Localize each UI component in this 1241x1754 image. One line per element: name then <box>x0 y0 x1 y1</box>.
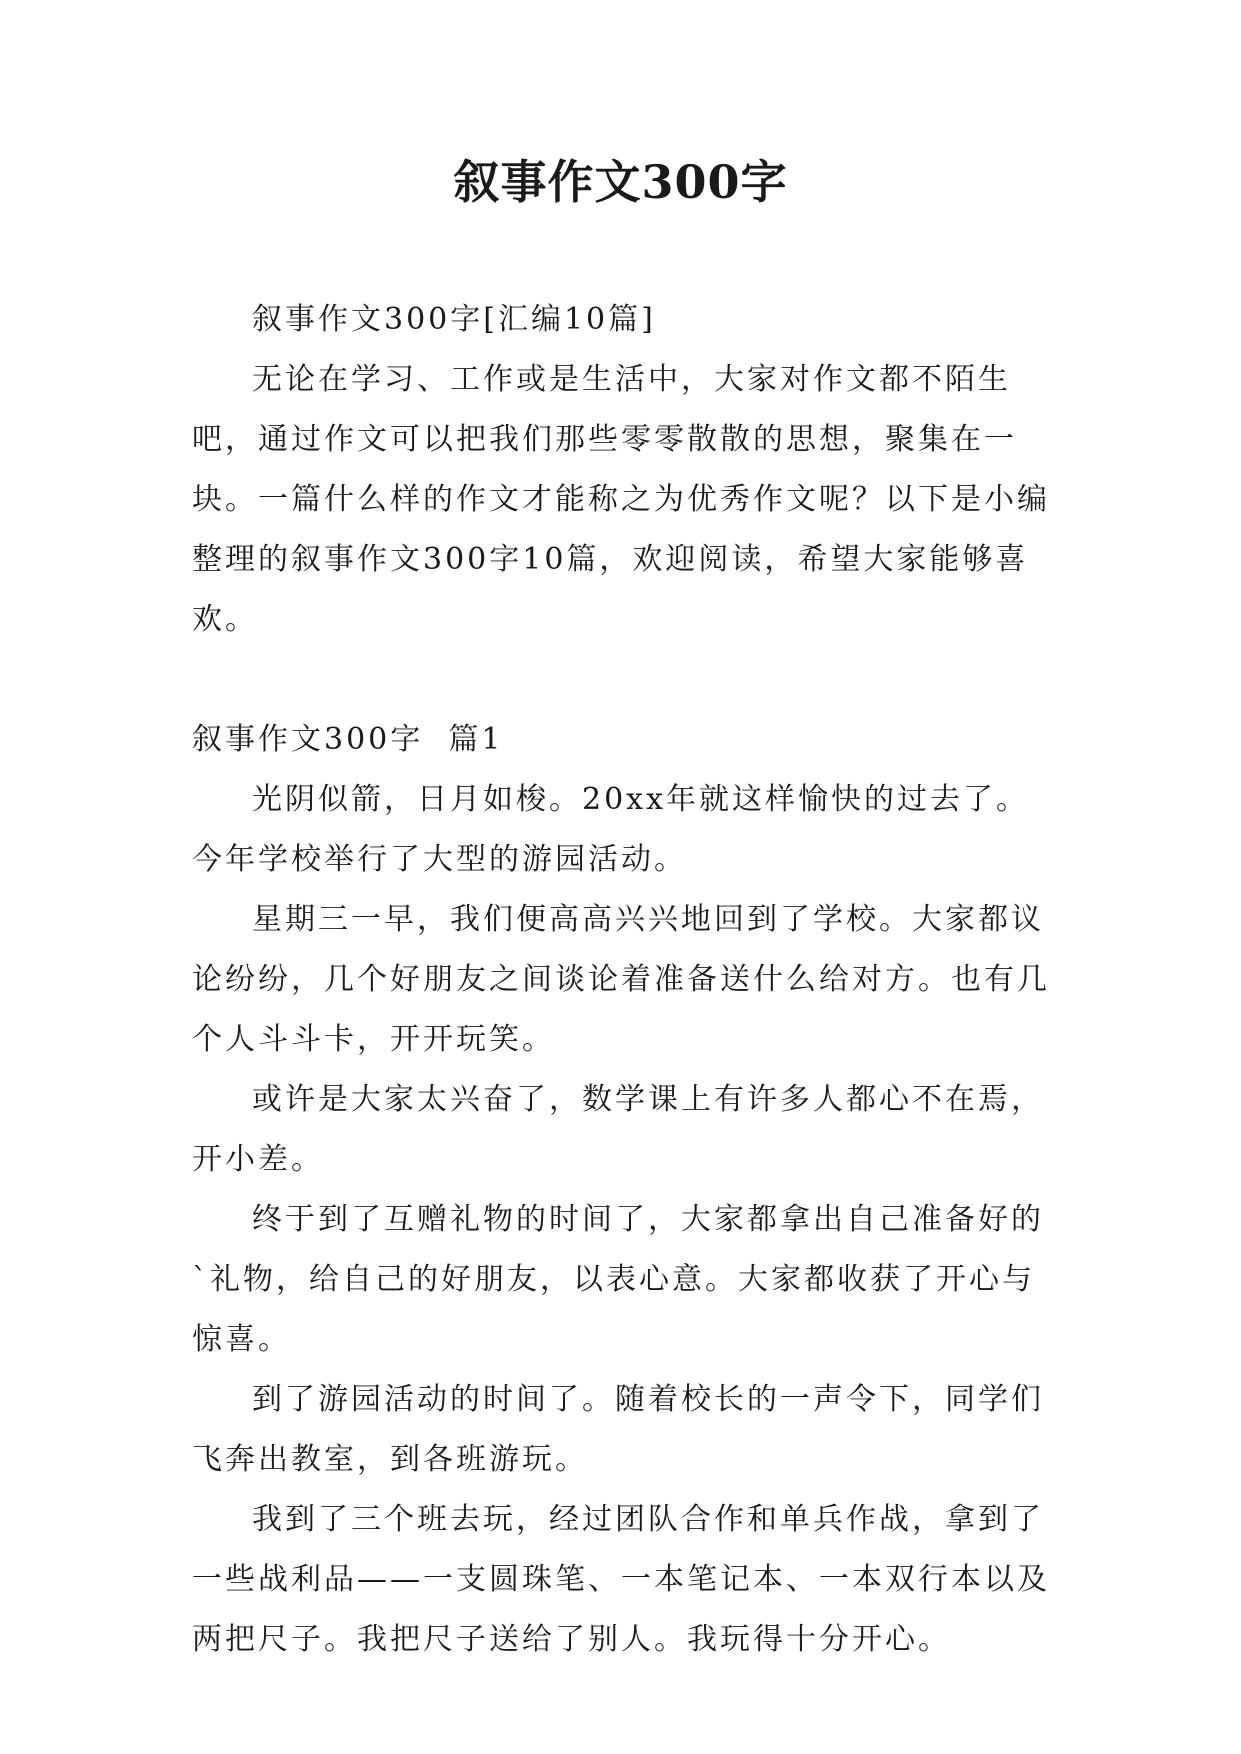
body-paragraph: 我到了三个班去玩，经过团队合作和单兵作战，拿到了一些战利品——一支圆珠笔、一本笔记本、一本双行本以及两把尺子。我把尺子送给了别人。我玩得十分开心。 <box>192 1502 1050 1657</box>
body-paragraph: 星期三一早，我们便高高兴兴地回到了学校。大家都议论纷纷，几个好朋友之间谈论着准备送什么给对方。也有几个人斗斗卡，开开玩笑。 <box>192 902 1050 1057</box>
document-body <box>192 290 1057 1670</box>
body-paragraph: 终于到了互赠礼物的时间了，大家都拿出自己准备好的`礼物，给自己的好朋友，以表心意。大家都收获了开心与惊喜。 <box>192 1202 1044 1357</box>
body-paragraph: 到了游园活动的时间了。随着校长的一声令下，同学们飞奔出教室，到各班游玩。 <box>192 1382 1044 1477</box>
body-paragraph: 或许是大家太兴奋了，数学课上有许多人都心不在焉，开小差。 <box>192 1082 1044 1177</box>
section-heading: 叙事作文300字 篇1 <box>192 722 504 757</box>
body-paragraph: 光阴似箭，日月如梭。20xx年就这样愉快的过去了。今年学校举行了大型的游园活动。 <box>192 782 1030 877</box>
intro-paragraph: 无论在学习、工作或是生活中，大家对作文都不陌生吧，通过作文可以把我们那些零零散散的思想，聚集在一块。一篇什么样的作文才能称之为优秀作文呢？以下是小编整理的叙事作文300字10篇，欢迎阅读，希望大家能够喜欢。 <box>192 362 1050 637</box>
document-title: 叙事作文300字 <box>453 155 788 209</box>
document-subtitle: 叙事作文300字[汇编10篇] <box>252 302 656 337</box>
